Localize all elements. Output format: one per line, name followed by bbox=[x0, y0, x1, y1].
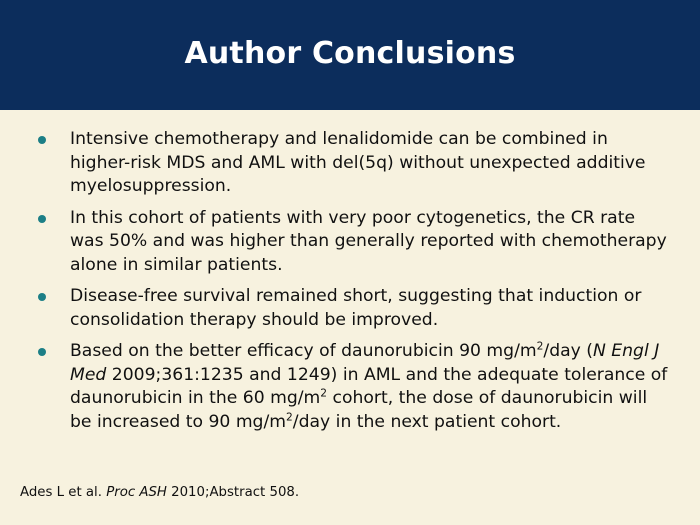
bullet-text bbox=[70, 340, 668, 434]
superscript: 2 bbox=[536, 339, 544, 353]
bullet-text: Intensive chemotherapy and lenalidomide can be combined in higher-risk MDS and AML with del(5q) without unexpected additive myelosuppression. bbox=[70, 129, 646, 196]
citation bbox=[20, 485, 299, 500]
superscript: 2 bbox=[286, 409, 293, 423]
citation-authors: Ades L et al. bbox=[20, 485, 107, 500]
citation-details: 2010;Abstract 508. bbox=[166, 485, 300, 500]
conclusions-list bbox=[38, 128, 668, 442]
title-bar bbox=[0, 0, 700, 110]
bullet-item bbox=[38, 128, 668, 199]
superscript: 2 bbox=[320, 386, 328, 400]
bullet-item bbox=[38, 285, 668, 332]
bullet-item bbox=[38, 340, 668, 434]
bullet-text-segment: cohort, the dose of daunorubicin will be increased to 90 mg/m bbox=[70, 388, 648, 432]
journal-name: N Engl J Med bbox=[70, 341, 660, 385]
citation-journal: Proc ASH bbox=[106, 485, 167, 500]
bullet-text-segment: /day ( bbox=[543, 341, 593, 361]
bullet-dot-icon bbox=[38, 136, 46, 144]
bullet-text-segment: 2009;361:1235 and 1249) in AML and the adequate tolerance of daunorubicin in the 60 mg/m bbox=[70, 364, 668, 408]
bullet-text: In this cohort of patients with very poor cytogenetics, the CR rate was 50% and was higher than generally reported with chemotherapy alone in similar patients. bbox=[70, 207, 667, 275]
bullet-text-segment: Based on the better efficacy of daunorubicin 90 mg/m bbox=[70, 341, 537, 361]
slide-title: Author Conclusions bbox=[184, 35, 516, 71]
bullet-dot-icon bbox=[38, 215, 46, 223]
bullet-dot-icon bbox=[38, 293, 46, 301]
bullet-text: Disease-free survival remained short, suggesting that induction or consolidation therapy should be improved. bbox=[70, 286, 642, 330]
bullet-item bbox=[38, 207, 668, 278]
bullet-text-segment: /day in the next patient cohort. bbox=[292, 411, 562, 432]
bullet-dot-icon bbox=[38, 348, 46, 356]
